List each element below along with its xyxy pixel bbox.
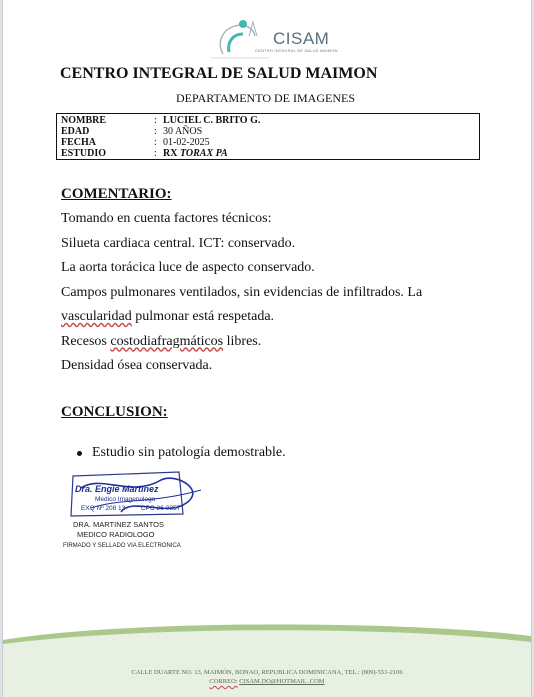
stamp-cmd: CPC 26-0357 (141, 505, 181, 512)
footer-address: CALLE DUARTE NO. 13, MAIMÓN, BONAO, REPUBLICA DOMINICANA, TEL.: (809)-551-2106 (131, 669, 403, 676)
info-row-date (57, 137, 479, 148)
info-row-age (57, 126, 479, 137)
department-name: DEPARTAMENTO DE IMAGENES (176, 91, 355, 105)
comment-line: La aorta torácica luce de aspecto conservado. (61, 260, 315, 275)
study-value (163, 148, 228, 159)
conclusion-heading: CONCLUSION: (61, 404, 168, 420)
age-label: EDAD (61, 126, 90, 137)
signature-stamp-icon (61, 468, 221, 520)
age-value: 30 AÑOS (163, 126, 203, 137)
name-label: NOMBRE (61, 115, 106, 126)
study-prefix: RX (163, 148, 178, 159)
comment-line-head: Recesos (61, 333, 111, 349)
comment-line: Silueta cardiaca central. ICT: conservado. (61, 235, 296, 251)
info-row-study (57, 148, 479, 159)
comment-line (61, 308, 422, 333)
date-label: FECHA (61, 137, 96, 148)
age-separator: : (154, 126, 157, 137)
doctor-role: MEDICO RADIOLOGO (77, 530, 155, 539)
spellcheck-word: costodiafragmáticos (110, 333, 224, 349)
footer-email-line (3, 678, 531, 685)
patient-info-box (56, 113, 480, 160)
study-name: TORAX PA (179, 148, 228, 159)
comment-line-tail: libres. (223, 333, 262, 349)
comment-line (61, 333, 422, 358)
comment-line: Tomando en cuenta factores técnicos: (61, 211, 272, 226)
comment-line: Campos pulmonares ventilados, sin evidencias de infiltrados. La (61, 284, 423, 300)
document-page (2, 0, 532, 697)
comment-line-tail: pulmonar está respetada. (131, 309, 275, 324)
comment-heading: COMENTARIO: (61, 186, 172, 202)
email-label: CORREO: (209, 678, 238, 685)
study-separator: : (154, 148, 157, 159)
bullet-icon (77, 451, 82, 456)
logo-name: CISAM (273, 29, 330, 48)
stamp-name: Dra. Engie Martinez (75, 484, 159, 494)
conclusion-text: Estudio sin patología demostrable. (92, 445, 286, 460)
name-value: LUCIEL C. BRITO G. (163, 115, 261, 126)
name-separator: : (154, 115, 157, 126)
date-separator: : (154, 137, 157, 148)
comment-body (61, 210, 422, 382)
signature-note: FIRMADO Y SELLADO VIA ELECTRONICA (63, 543, 181, 549)
comment-line: Densidad ósea conservada. (61, 358, 213, 373)
study-label: ESTUDIO (61, 148, 107, 159)
clinic-title: CENTRO INTEGRAL DE SALUD MAIMON (60, 65, 378, 82)
conclusion-item (77, 445, 286, 461)
email-link[interactable]: CISAM.DO@HOTMAIL .COM (239, 678, 325, 685)
doctor-name: DRA. MARTINEZ SANTOS (73, 520, 164, 529)
logo-tagline: CENTRO INTEGRAL DE SALUD MAIMON (255, 48, 338, 53)
spellcheck-word: vascularidad (61, 309, 132, 324)
stamp-exq: EXQ Nº 208 13 (81, 505, 126, 512)
date-value: 01-02-2025 (163, 137, 210, 148)
stamp-title: Medico Imagenologo (95, 496, 156, 503)
info-row-name (57, 115, 479, 126)
